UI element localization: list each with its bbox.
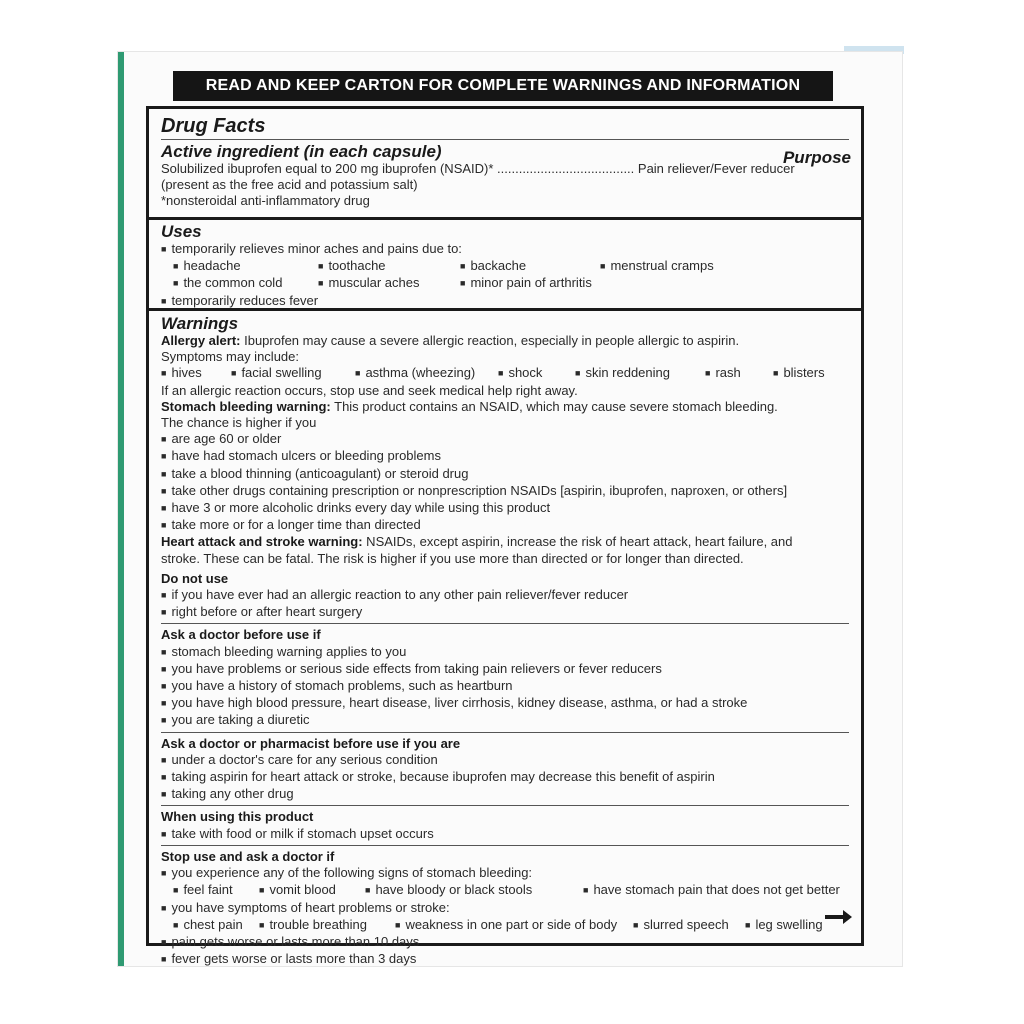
when-using-heading: When using this product xyxy=(161,809,314,825)
symptom-item: ■ asthma (wheezing) xyxy=(355,365,498,382)
uses-heading: Uses xyxy=(161,222,202,241)
allergy-action: If an allergic reaction occurs, stop use and seek medical help right away. xyxy=(161,382,578,398)
chance-intro: The chance is higher if you xyxy=(161,415,317,431)
heart-sign: ■ leg swelling xyxy=(745,917,823,934)
stop-use-item: ■ you have symptoms of heart problems or stroke: xyxy=(161,900,849,917)
warnings-section xyxy=(149,311,861,967)
uses-subitem: ■ the common cold xyxy=(173,275,318,292)
stomach-item: ■ are age 60 or older xyxy=(161,431,849,448)
allergy-text: Ibuprofen may cause a severe allergic reaction, especially in people allergic to aspirin. xyxy=(240,333,740,348)
stomach-item: ■ take a blood thinning (anticoagulant) or steroid drug xyxy=(161,466,849,483)
heart-warning xyxy=(161,534,849,550)
divider xyxy=(161,805,849,806)
stomach-item: ■ have had stomach ulcers or bleeding problems xyxy=(161,448,849,465)
bleeding-sign: ■ have bloody or black stools xyxy=(365,882,583,899)
ask-doctor-item: ■ you have a history of stomach problems, such as heartburn xyxy=(161,678,849,695)
uses-row xyxy=(161,258,849,275)
divider xyxy=(161,732,849,733)
do-not-use-item: ■ if you have ever had an allergic reaction to any other pain reliever/fever reducer xyxy=(161,587,849,604)
heart-text: NSAIDs, except aspirin, increase the risk of heart attack, heart failure, and xyxy=(362,534,793,550)
when-using-item: ■ take with food or milk if stomach upset occurs xyxy=(161,826,849,843)
bleeding-sign: ■ vomit blood xyxy=(259,882,365,899)
divider xyxy=(161,623,849,624)
ask-pharmacist-item: ■ under a doctor's care for any serious condition xyxy=(161,752,849,769)
ask-doctor-heading: Ask a doctor before use if xyxy=(161,627,321,643)
stop-use-item: ■ you experience any of the following signs of stomach bleeding: xyxy=(161,865,849,882)
stomach-label: Stomach bleeding warning: xyxy=(161,398,331,414)
ask-doctor-item: ■ you have high blood pressure, heart disease, liver cirrhosis, kidney disease, asthma, or had a stroke xyxy=(161,695,849,712)
divider xyxy=(161,139,849,140)
symptom-item: ■ blisters xyxy=(773,365,825,382)
active-ingredient-heading: Active ingredient (in each capsule) xyxy=(161,142,442,161)
ask-pharmacist-item: ■ taking any other drug xyxy=(161,786,849,803)
ask-doctor-item: ■ you have problems or serious side effects from taking pain relievers or fever reducers xyxy=(161,661,849,678)
symptom-item: ■ shock xyxy=(498,365,575,382)
stomach-warning xyxy=(161,399,849,415)
bleeding-signs-row xyxy=(161,882,849,899)
stop-use-item: ■ fever gets worse or lasts more than 3 days xyxy=(161,951,849,968)
uses-subitem: ■ toothache xyxy=(318,258,460,275)
ask-doctor-item: ■ stomach bleeding warning applies to you xyxy=(161,644,849,661)
allergy-label: Allergy alert: xyxy=(161,333,241,348)
symptom-row xyxy=(161,365,849,382)
do-not-use-heading: Do not use xyxy=(161,570,229,586)
ask-pharmacist-heading: Ask a doctor or pharmacist before use if you are xyxy=(161,735,461,751)
uses-subitem: ■ minor pain of arthritis xyxy=(460,275,592,292)
uses-item: ■ temporarily relieves minor aches and pains due to: xyxy=(161,241,849,258)
warnings-heading: Warnings xyxy=(161,314,239,333)
drug-facts-panel xyxy=(146,106,864,967)
active-ingredient-line: Solubilized ibuprofen equal to 200 mg ibuprofen (NSAID)* ...................................... Pain reliever/Fever reducer xyxy=(161,161,795,176)
uses-subitem: ■ menstrual cramps xyxy=(600,258,714,275)
banner: READ AND KEEP CARTON FOR COMPLETE WARNINGS AND INFORMATION xyxy=(173,71,833,101)
symptom-item: ■ skin reddening xyxy=(575,365,705,382)
ask-doctor-item: ■ you are taking a diuretic xyxy=(161,712,849,729)
uses-item: ■ temporarily reduces fever xyxy=(161,293,849,310)
active-ingredient-section xyxy=(149,109,861,220)
stop-use-heading: Stop use and ask a doctor if xyxy=(161,848,335,864)
symptom-item: ■ hives xyxy=(161,365,231,382)
heart-sign: ■ weakness in one part or side of body xyxy=(395,917,633,934)
allergy-alert xyxy=(161,333,849,349)
heart-sign: ■ slurred speech xyxy=(633,917,745,934)
arrow-right-icon xyxy=(825,905,853,931)
purpose-heading: Purpose xyxy=(782,148,851,167)
bleeding-sign: ■ have stomach pain that does not get better xyxy=(583,882,840,899)
uses-subitem: ■ muscular aches xyxy=(318,275,460,292)
heart-sign: ■ chest pain xyxy=(173,917,259,934)
stomach-item: ■ take other drugs containing prescription or nonprescription NSAIDs [aspirin, ibuprofen, naproxen, or others] xyxy=(161,483,849,500)
do-not-use-item: ■ right before or after heart surgery xyxy=(161,604,849,621)
ask-pharmacist-item: ■ taking aspirin for heart attack or stroke, because ibuprofen may decrease this benefit of aspirin xyxy=(161,769,849,786)
stomach-item: ■ take more or for a longer time than directed xyxy=(161,517,849,534)
heart-warning-cont: stroke. These can be fatal. The risk is higher if you use more than directed or for longer than directed. xyxy=(161,550,744,566)
uses-section xyxy=(149,220,861,311)
active-ingredient-note: (present as the free acid and potassium salt) xyxy=(161,177,418,193)
symptoms-intro: Symptoms may include: xyxy=(161,349,299,365)
stomach-text: This product contains an NSAID, which may cause severe stomach bleeding. xyxy=(330,398,778,414)
heart-label: Heart attack and stroke warning: xyxy=(161,534,363,550)
stop-use-item: ■ pain gets worse or lasts more than 10 days xyxy=(161,934,849,951)
drug-facts-title: Drug Facts xyxy=(161,115,266,137)
bleeding-sign: ■ feel faint xyxy=(173,882,259,899)
stomach-item: ■ have 3 or more alcoholic drinks every day while using this product xyxy=(161,500,849,517)
uses-row xyxy=(161,275,849,292)
uses-subitem: ■ backache xyxy=(460,258,600,275)
symptom-item: ■ facial swelling xyxy=(231,365,355,382)
heart-sign: ■ trouble breathing xyxy=(259,917,395,934)
uses-subitem: ■ headache xyxy=(173,258,318,275)
divider xyxy=(161,845,849,846)
symptom-item: ■ rash xyxy=(705,365,773,382)
nsaid-footnote: *nonsteroidal anti-inflammatory drug xyxy=(161,193,370,209)
heart-signs-row xyxy=(161,917,849,934)
